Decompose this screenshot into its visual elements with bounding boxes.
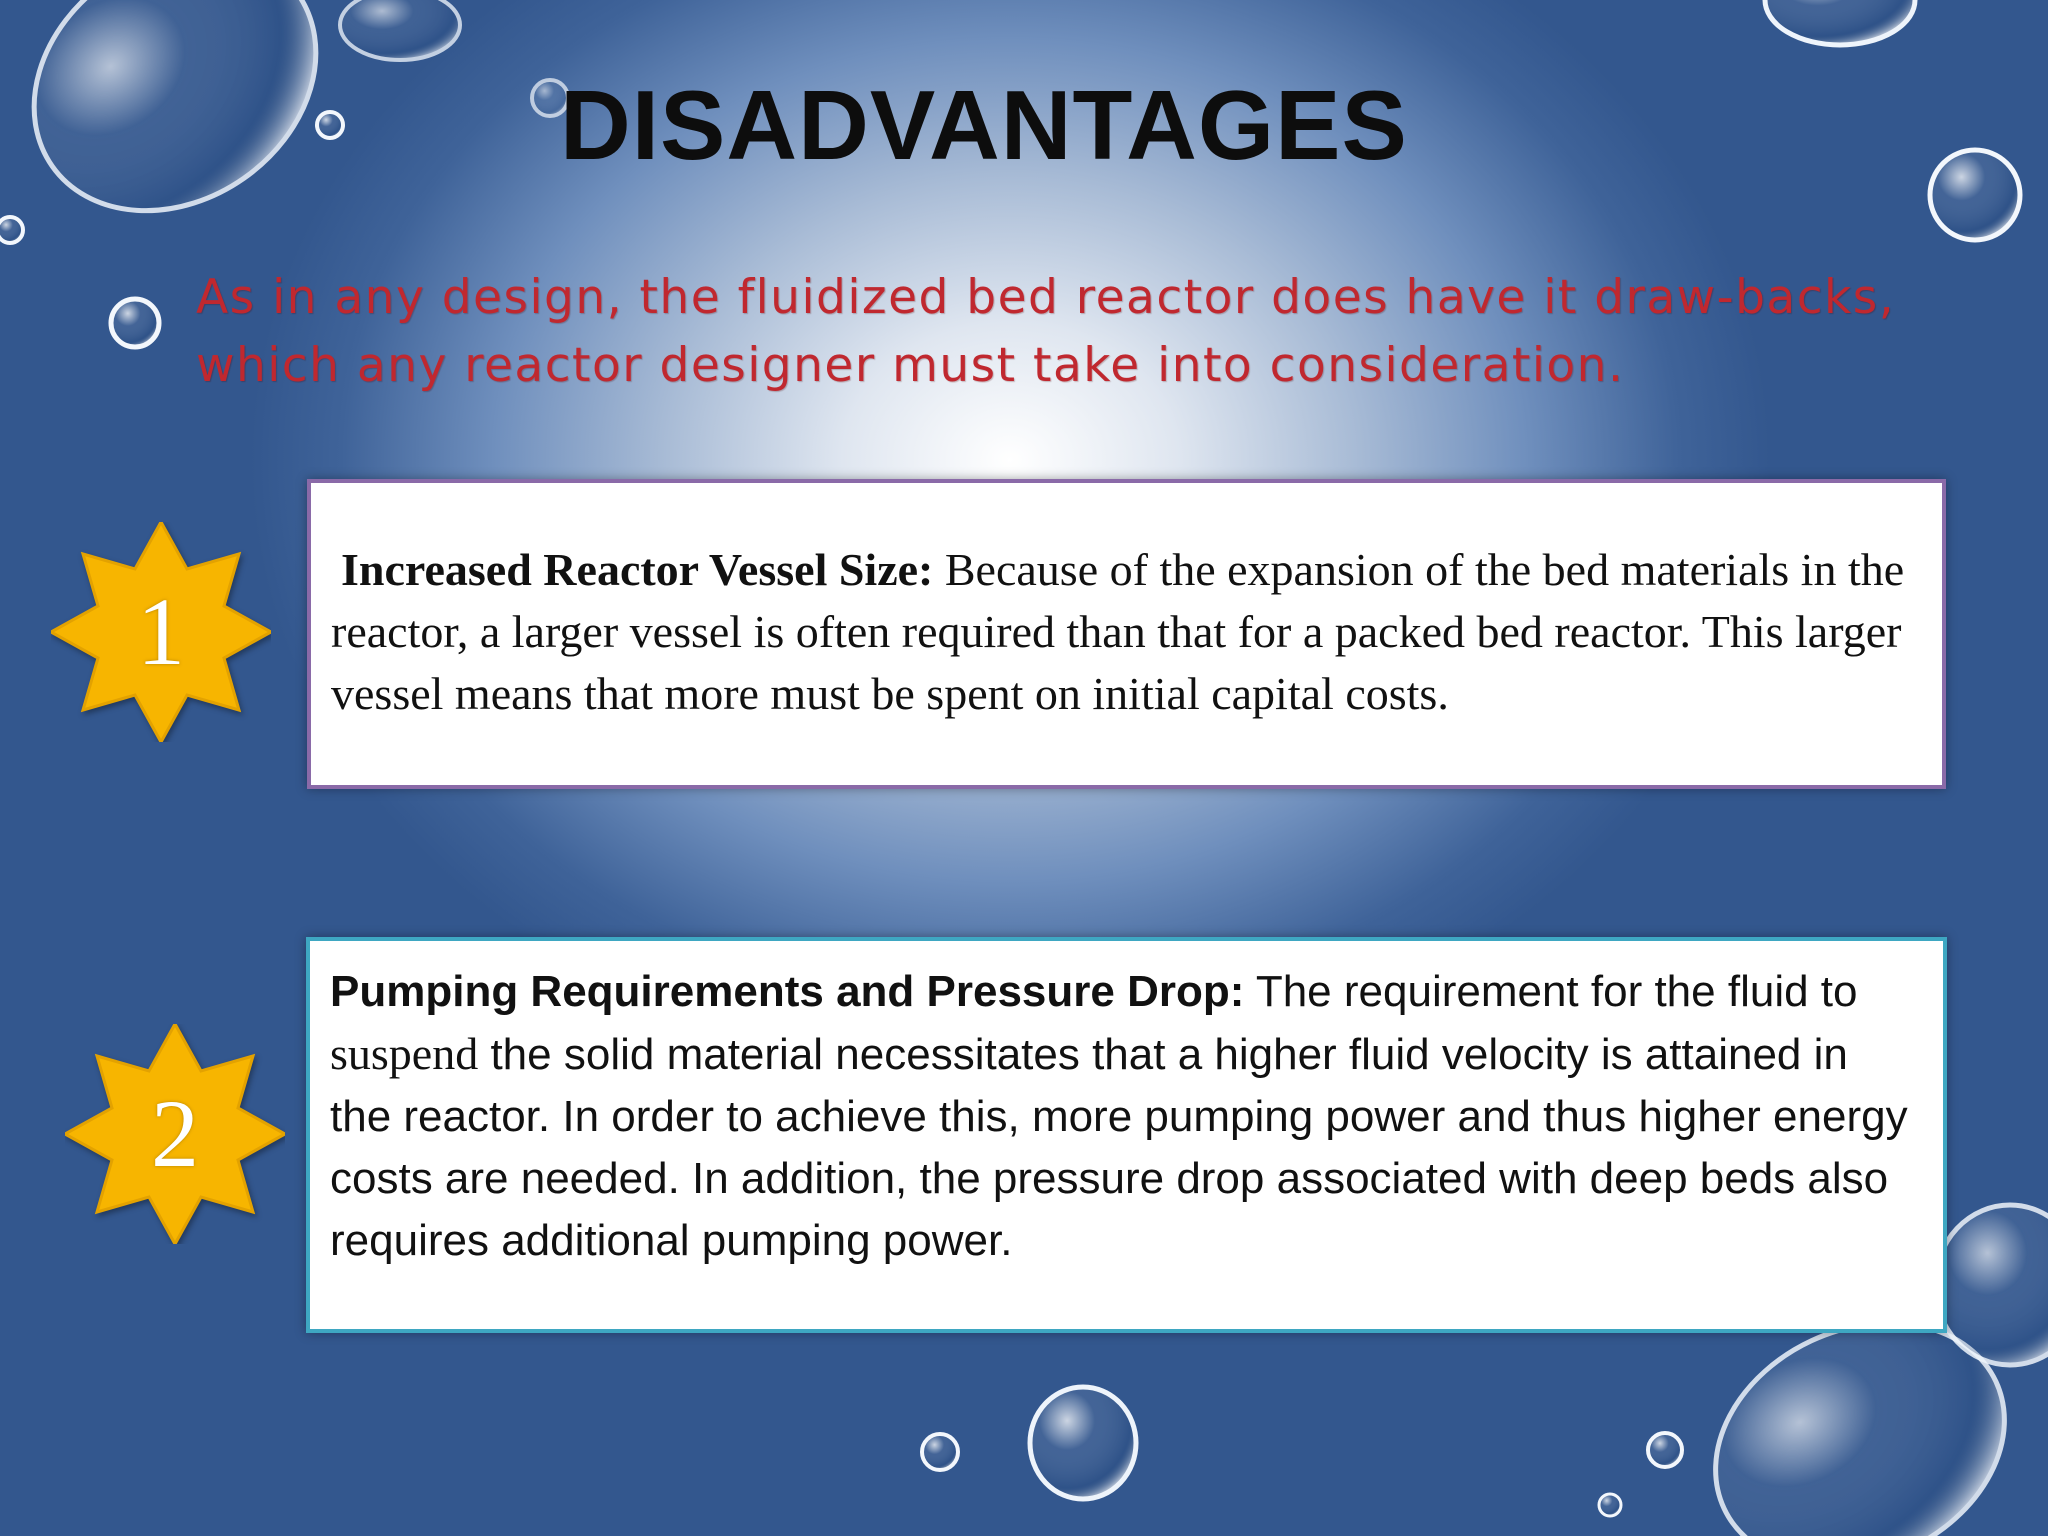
disadvantage-card-1 [307,479,1946,789]
disadvantage-card-2 [306,937,1947,1333]
badge-number: 1 [137,578,185,685]
slide-subtitle: As in any design, the fluidized bed reactor does have it draw-backs, which any reactor designer must take into consideration. [196,270,1896,393]
number-badge-1 [51,522,271,742]
card-2-body-end: the solid material necessitates that a higher fluid velocity is attained in the reactor. In order to achieve this, more pumping power and thus higher energy costs are needed. In addition, the pressure drop associated with deep beds also requires additional pumping power. [330,1030,1908,1265]
card-1-text [331,539,1920,725]
card-1-body: Because of the expansion of the bed materials in the reactor, a larger vessel is often required than that for a packed bed reactor. This larger vessel means that more must be spent on initial capital costs. [331,544,1905,719]
card-1-heading: Increased Reactor Vessel Size: [341,544,934,595]
card-2-body-serif-word: suspend [330,1028,479,1079]
badge-number: 2 [151,1080,199,1187]
number-badge-2 [65,1024,285,1244]
card-2-text [330,961,1921,1272]
slide-title: DISADVANTAGES [560,70,1408,180]
card-2-heading: Pumping Requirements and Pressure Drop: [330,967,1245,1016]
card-2-body-start: The requirement for the fluid to [1244,967,1858,1016]
